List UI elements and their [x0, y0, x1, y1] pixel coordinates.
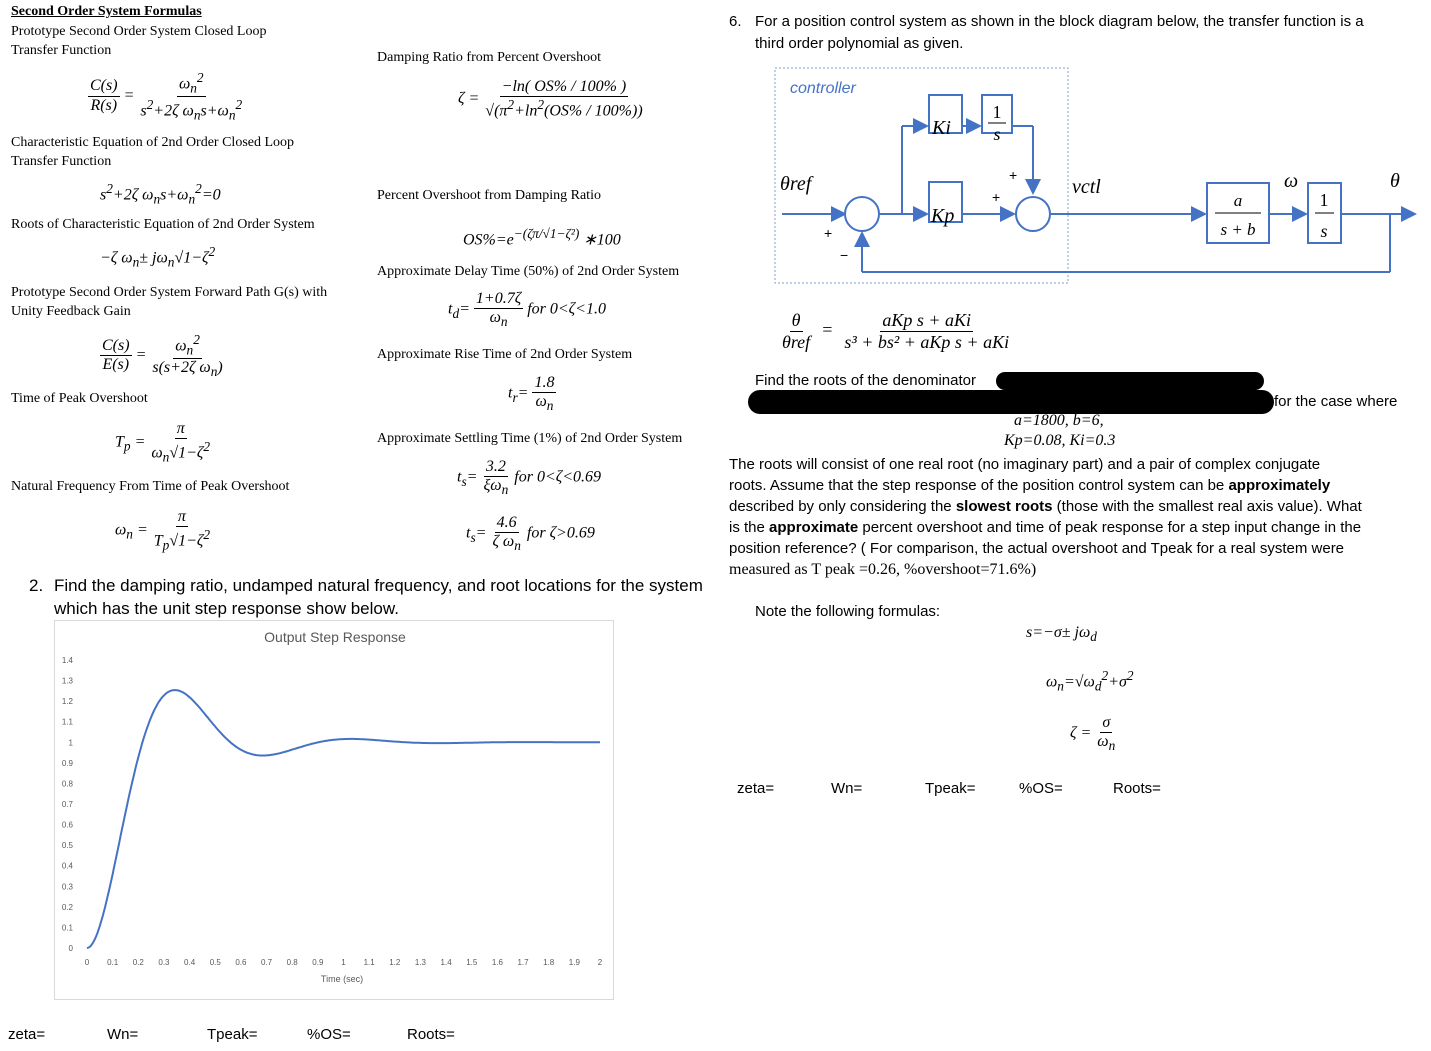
x-tick-label: 1.5	[466, 958, 478, 967]
os-label: Percent Overshoot from Damping Ratio	[377, 188, 601, 203]
y-tick-label: 1.3	[61, 676, 73, 686]
chart-title: Output Step Response	[264, 629, 406, 645]
chart-border	[55, 621, 614, 1000]
sum1-plus: +	[824, 225, 833, 241]
y-tick-label: 0.8	[61, 779, 73, 789]
para-line2: roots. Assume that the step response of the position control system can be approximately	[729, 477, 1331, 494]
note-formula-wn: $\omega_n=√\omega_d^2+\sigma^2$	[1046, 668, 1134, 694]
x-tick-label: 0	[84, 958, 90, 967]
x-tick-label: 1	[341, 958, 346, 967]
integrator-den: s	[993, 124, 1001, 144]
y-tick-label: 1	[68, 738, 73, 748]
x-tick-label: 0.7	[260, 958, 273, 967]
note-formula-s: $s=-\sigma\pm j\omega_d$	[1026, 624, 1097, 645]
q6-number: 6.	[729, 13, 742, 30]
tf-left-num: θ	[791, 310, 801, 330]
tf-left-den: θref	[782, 331, 811, 352]
q2-text-line1: Find the damping ratio, undamped natural frequency, and root locations for the system	[54, 576, 703, 595]
zeta-label: Damping Ratio from Percent Overshoot	[377, 50, 601, 65]
y-tick-label: 1.1	[61, 717, 73, 727]
vctl-label: vctl	[1072, 176, 1101, 198]
step-response-chart	[54, 620, 614, 1000]
answer-os-left: %OS=	[307, 1026, 351, 1043]
answer-wn-left: Wn=	[107, 1026, 139, 1043]
delay-formula: $t_d=$ $\frac{1+0.7\zeta}{\omega_n}$ for 0<ζ<1.0	[448, 290, 606, 330]
settle-label: Approximate Settling Time (1%) of 2nd Order System	[377, 431, 683, 446]
x-tick-label: 1.1	[363, 958, 375, 967]
out-int-den: s	[1320, 221, 1328, 241]
x-tick-label: 0.8	[286, 958, 298, 967]
x-tick-label: 1.9	[568, 958, 580, 967]
para-line6: measured as T peak =0.26, %overshoot=71.6%)	[729, 561, 1037, 578]
redaction-2	[748, 390, 1274, 414]
chart-x-label: Time (sec)	[320, 974, 364, 984]
x-tick-label: 0.2	[132, 958, 144, 967]
answer-wn-right: Wn=	[831, 780, 863, 797]
note-formula-zeta: ζ = $\frac{\sigma}{\omega_n}$	[1070, 714, 1116, 754]
answer-tpeak-right: Tpeak=	[925, 780, 976, 797]
y-tick-label: 0.7	[61, 800, 73, 809]
y-tick-label: 0	[68, 944, 73, 953]
x-tick-label: 1.2	[389, 958, 401, 967]
forward-label: Prototype Second Order System Forward Path G(s) with Unity Feedback Gain	[11, 285, 328, 319]
y-tick-label: 0.6	[61, 820, 73, 830]
rise-label: Approximate Rise Time of 2nd Order System	[377, 347, 633, 362]
theta-ref-label: θref	[780, 173, 812, 195]
wn-label: Natural Frequency From Time of Peak Overshoot	[11, 479, 290, 494]
y-tick-label: 0.9	[61, 758, 73, 768]
x-tick-label: 1.3	[414, 958, 427, 967]
char-eq-formula: $s^2+2\zeta$ $\omega_ns+\omega_n^2=0$	[100, 181, 221, 207]
sum2-plus-top: +	[1009, 167, 1018, 183]
x-tick-label: 2	[597, 958, 603, 967]
x-tick-label: 1.7	[517, 958, 529, 967]
para-line4: is the approximate percent overshoot and time of peak response for a step input change in the	[729, 519, 1362, 536]
ts1-condition: for 0<ζ<0.69	[514, 468, 602, 486]
rise-formula: $t_r=$ $\frac{1.8}{\omega_n}$	[508, 374, 555, 414]
td-condition: for 0<ζ<1.0	[527, 300, 606, 318]
roots-label: Roots of Characteristic Equation of 2nd Order System	[11, 217, 315, 232]
sum2-plus-left: +	[992, 189, 1001, 205]
theta-out-label: θ	[1390, 170, 1400, 192]
x-tick-label: 0.1	[107, 958, 119, 967]
x-tick-label: 1.4	[440, 958, 452, 967]
note-text: Note the following formulas:	[755, 603, 941, 620]
sum1-minus: −	[840, 247, 849, 263]
os-formula: $OS\%=e^{-(\zeta\pi/√1-\zeta^2)}$ ∗100	[463, 226, 621, 249]
formulas-title: Second Order System Formulas	[11, 4, 202, 19]
params-line1: a=1800, b=6,	[1014, 412, 1104, 429]
integrator-num: 1	[992, 102, 1002, 122]
out-int-num: 1	[1319, 190, 1329, 210]
y-tick-label: 0.4	[61, 861, 73, 871]
settle-formula-1: $t_s=$ $\frac{3.2}{\xi\omega_n}$ for 0<ζ<0.69	[457, 458, 602, 498]
y-tick-label: 0.5	[61, 841, 73, 851]
zeta-formula: ζ = $\frac{-\ln( OS\% / 100\% )}{√(\pi^2+\ln^2(OS\% / 100\%))}$	[458, 78, 643, 120]
para-line3: described by only considering the slowest roots (those with the smallest real axis value). What	[729, 498, 1362, 515]
q6-text-line1: For a position control system as shown in the block diagram below, the transfer function is a	[755, 13, 1364, 30]
y-tick-label: 1.2	[61, 697, 73, 707]
summing-junction-2	[1016, 197, 1050, 231]
q2-number: 2.	[29, 576, 44, 595]
kp-label: Kp	[931, 205, 955, 227]
controller-box	[775, 68, 1068, 283]
tf-right-den: s³ + bs² + aKp s + aKi	[844, 331, 1010, 352]
closed-loop-label: Prototype Second Order System Closed Loop Transfer Function	[11, 24, 267, 58]
x-tick-label: 0.5	[209, 958, 221, 967]
for-case-text: for the case where	[1274, 393, 1398, 410]
y-tick-label: 0.3	[61, 882, 73, 892]
controller-label: controller	[790, 80, 856, 97]
params-line2: Kp=0.08, Ki=0.3	[1004, 432, 1116, 449]
tf-right-num: aKp s + aKi	[882, 310, 972, 330]
delay-label: Approximate Delay Time (50%) of 2nd Order System	[377, 264, 680, 279]
x-tick-label: 0.4	[184, 958, 196, 967]
q6-paragraph	[729, 454, 1362, 580]
answer-roots-left: Roots=	[407, 1026, 455, 1043]
answer-tpeak-left: Tpeak=	[207, 1026, 258, 1043]
tp-label: Time of Peak Overshoot	[11, 391, 148, 406]
settle-formula-2: $t_s=$ $\frac{4.6}{\zeta \omega_n}$ for ζ>0.69	[466, 514, 595, 554]
plant-num: a	[1233, 191, 1243, 210]
x-tick-label: 1.6	[491, 958, 503, 967]
answer-os-right: %OS=	[1019, 780, 1063, 797]
y-tick-label: 0.1	[61, 923, 73, 933]
ki-label: Ki	[932, 117, 951, 139]
answer-zeta-right: zeta=	[737, 780, 775, 797]
answer-zeta-left: zeta=	[8, 1026, 46, 1043]
y-tick-label: 1.4	[61, 656, 73, 665]
x-tick-label: 0.9	[312, 958, 324, 967]
block-diagram	[760, 62, 1430, 292]
omega-label: ω	[1284, 170, 1299, 192]
summing-junction-1	[845, 197, 879, 231]
q2-text-line2: which has the unit step response show below.	[54, 599, 399, 618]
closed-loop-formula: $\frac{C(s)}{R(s)}$ = $\frac{\omega_n^2}{s^2+2\zeta \omega_ns+\omega_n^2}$	[90, 70, 243, 123]
q6-text-line2: third order polynomial as given.	[755, 35, 964, 52]
para-line1: The roots will consist of one real root (no imaginary part) and a pair of complex conjugate	[729, 456, 1321, 473]
y-tick-label: 0.2	[61, 902, 73, 912]
find-roots-text: Find the roots of the denominator	[755, 372, 976, 389]
redaction-1	[996, 372, 1264, 390]
plant-den: s + b	[1220, 220, 1256, 239]
transfer-function: $\frac{\theta}{\text{θref}}$ = $\frac{\text{aKp s + aKi}}{\text{s³ + bs² + aKp s + aKi}}$	[782, 310, 1010, 352]
tp-formula: $T_p$ = $\frac{\pi}{\omega_n√1-\zeta^2}$	[115, 420, 211, 465]
forward-formula: $\frac{C(s)}{E(s)}$ = $\frac{\omega_n^2}{s(s+2\zeta \omega_n)}$	[102, 332, 223, 380]
x-tick-label: 1.8	[543, 958, 555, 967]
answer-roots-right: Roots=	[1113, 780, 1161, 797]
roots-formula: −ζ $\omega_n\pm j\omega_n√1-\zeta^2$	[100, 244, 216, 270]
char-eq-label: Characteristic Equation of 2nd Order Closed Loop Transfer Function	[11, 135, 295, 169]
para-line5: position reference? ( For comparison, the actual overshoot and Tpeak for a real system were	[729, 540, 1345, 557]
x-tick-label: 0.6	[235, 958, 247, 967]
wn-formula: $\omega_n$ = $\frac{\pi}{T_p√1-\zeta^2}$	[115, 508, 211, 553]
x-tick-label: 0.3	[158, 958, 170, 967]
ts2-condition: for ζ>0.69	[526, 524, 595, 542]
